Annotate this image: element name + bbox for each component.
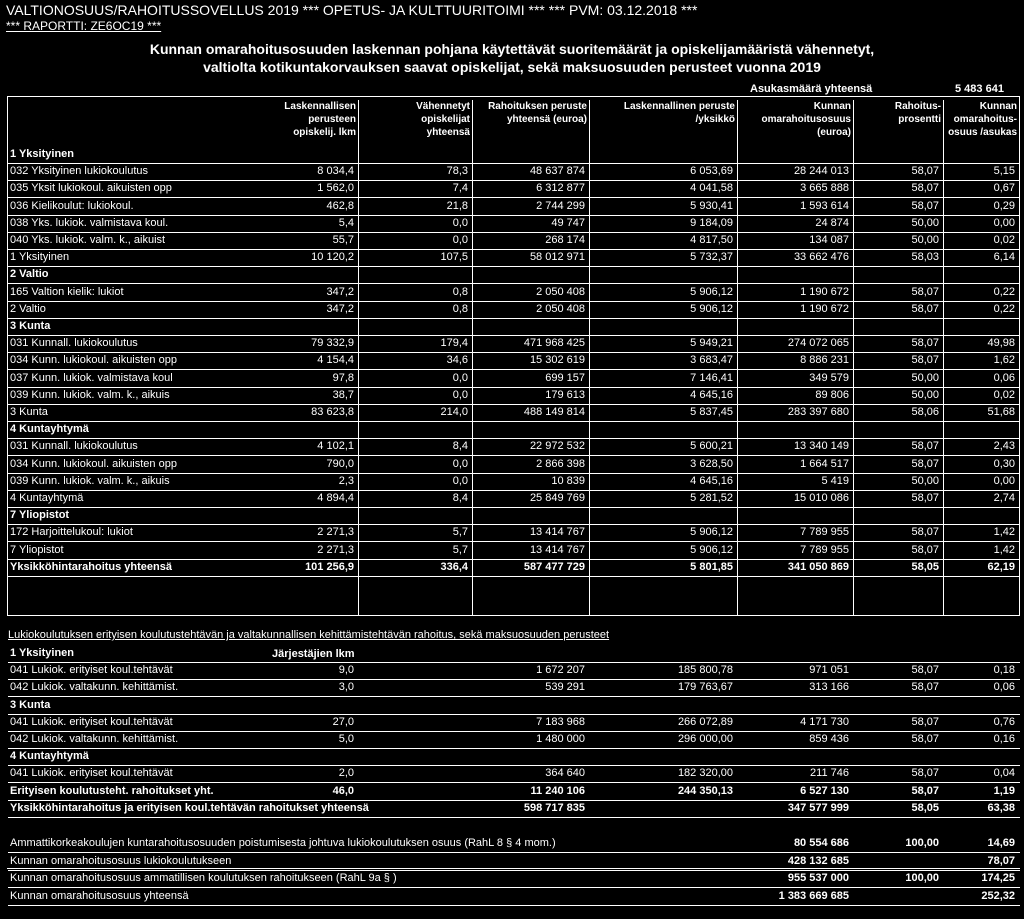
main-cell-6: 58,07	[911, 492, 939, 504]
main-cell-2: 0,8	[452, 302, 468, 315]
sec2-cell-5: 211 746	[810, 767, 849, 780]
main-cell-6: 58,07	[911, 457, 939, 470]
main-cell-4: 5 930,41	[690, 199, 733, 212]
main-cell-7: 62,19	[987, 560, 1015, 573]
main-row-label: 3 Kunta	[10, 406, 48, 418]
main-cell-4: 3 628,50	[690, 457, 733, 470]
main-row	[8, 370, 1020, 388]
main-cell-2: 34,6	[446, 354, 468, 367]
sec2-cell-1: 46,0	[332, 784, 354, 797]
footer-amount: 80 554 686	[793, 837, 849, 849]
main-cell-5: 349 579	[809, 371, 849, 384]
main-cell-1: 83 623,8	[311, 406, 354, 418]
sec2-row	[8, 800, 1020, 818]
report-title-line1: Kunnan omarahoitusosuuden laskennan pohjana käytettävät suoritemäärät ja opiskelijamääristä vähennetyt,	[149, 41, 875, 57]
main-cell-2: 179,4	[440, 337, 468, 350]
main-cell-1: 101 256,9	[305, 560, 354, 573]
main-row-label: 2 Valtio	[10, 302, 46, 315]
main-cell-7: 6,14	[993, 251, 1015, 264]
column-divider	[358, 100, 359, 616]
sec2-row-label: 3 Kunta	[10, 698, 51, 711]
main-cell-1: 5,4	[338, 216, 354, 229]
main-row	[8, 490, 1020, 508]
main-cell-5: 28 244 013	[793, 165, 849, 178]
main-cell-6: 58,07	[911, 354, 939, 367]
main-cell-4: 3 683,47	[690, 354, 733, 367]
footer-amount: 1 383 669 685	[778, 889, 849, 902]
main-cell-4: 5 949,21	[690, 337, 733, 350]
main-cell-1: 4 102,1	[317, 440, 354, 453]
sec2-row	[8, 697, 1020, 715]
main-cell-4: 6 053,69	[690, 165, 733, 178]
main-row-label: 031 Kunnall. lukiokoulutus	[10, 440, 138, 453]
main-cell-5: 8 886 231	[800, 354, 849, 367]
main-cell-5: 1 190 672	[800, 285, 849, 298]
main-cell-5: 5 419	[821, 474, 849, 487]
column-header-7: Kunnan omarahoitus- osuus /asukas	[948, 101, 1017, 138]
sec2-cell-7: 0,76	[993, 715, 1015, 728]
main-cell-1: 79 332,9	[311, 337, 354, 350]
main-cell-1: 38,7	[332, 388, 354, 401]
main-cell-3: 268 174	[545, 234, 585, 246]
main-cell-3: 25 849 769	[529, 492, 585, 504]
sec2-cell-6: 58,07	[911, 681, 939, 694]
footer-pct: 100,00	[905, 872, 939, 884]
main-cell-1: 97,8	[332, 371, 354, 384]
main-row-label: 032 Yksityinen lukiokoulutus	[10, 165, 148, 178]
main-cell-1: 8 034,4	[317, 165, 354, 178]
main-row-label: Yksikköhintarahoitus yhteensä	[10, 560, 172, 573]
main-cell-7: 2,74	[993, 492, 1015, 504]
main-row	[8, 198, 1020, 216]
main-cell-4: 4 645,16	[690, 474, 733, 487]
main-cell-1: 2 271,3	[317, 526, 354, 539]
main-row-label: 039 Kunn. lukiok. valm. k., aikuis	[10, 474, 170, 487]
main-cell-2: 0,8	[452, 285, 468, 298]
section2-count-label: Järjestäjien lkm	[272, 648, 355, 660]
sec2-cell-1: 5,0	[338, 733, 354, 745]
sec2-cell-5: 347 577 999	[787, 801, 849, 814]
sec2-row-label: 1 Yksityinen	[10, 647, 74, 659]
footer-pct: 100,00	[905, 837, 939, 849]
main-row	[8, 473, 1020, 491]
main-cell-3: 488 149 814	[523, 406, 585, 418]
main-cell-6: 50,00	[911, 234, 939, 246]
footer-row-label: Kunnan omarahoitusosuus yhteensä	[10, 889, 189, 902]
main-cell-4: 5 281,52	[690, 492, 733, 504]
main-row-label: 037 Kunn. lukiok. valmistava koul	[10, 371, 173, 384]
sec2-cell-1: 2,0	[338, 767, 354, 780]
main-cell-5: 1 593 614	[800, 199, 849, 212]
main-cell-7: 0,22	[993, 302, 1015, 315]
main-cell-7: 1,42	[993, 526, 1015, 539]
main-cell-4: 5 600,21	[690, 440, 733, 453]
main-cell-6: 58,07	[911, 285, 939, 298]
main-cell-5: 24 874	[815, 216, 849, 229]
main-row-label: 4 Kuntayhtymä	[10, 423, 89, 436]
main-row-label: 038 Yks. lukiok. valmistava koul.	[10, 216, 169, 229]
main-cell-6: 58,07	[911, 440, 939, 453]
main-cell-2: 0,0	[452, 474, 468, 487]
main-cell-1: 1 562,0	[317, 182, 354, 195]
main-cell-5: 341 050 869	[787, 560, 849, 573]
main-cell-7: 0,22	[993, 285, 1015, 298]
sec2-cell-3: 11 240 106	[530, 784, 585, 797]
main-cell-6: 58,07	[911, 526, 939, 539]
sec2-cell-3: 7 183 968	[536, 715, 585, 728]
main-cell-6: 50,00	[911, 388, 939, 401]
main-row	[8, 163, 1020, 181]
footer-per: 78,07	[987, 854, 1015, 867]
main-cell-5: 15 010 086	[793, 492, 849, 504]
main-cell-4: 9 184,09	[690, 216, 733, 229]
main-row-label: 1 Yksityinen	[10, 148, 74, 160]
main-cell-5: 89 806	[815, 388, 849, 401]
main-row	[8, 266, 1020, 284]
population-label: Asukasmäärä yhteensä	[750, 83, 873, 95]
main-cell-2: 5,7	[452, 543, 468, 556]
report-header-line1: VALTIONOSUUS/RAHOITUSSOVELLUS 2019 *** OPETUS- JA KULTTUURITOIMI *** *** PVM: 03.12.2018 ***	[6, 2, 698, 18]
sec2-cell-7: 0,16	[993, 733, 1015, 745]
sec2-cell-7: 63,38	[987, 801, 1015, 814]
sec2-cell-3: 598 717 835	[523, 801, 585, 814]
main-row	[8, 559, 1020, 577]
sec2-row-label: 042 Lukiok. valtakunn. kehittämist.	[10, 681, 179, 694]
main-cell-3: 6 312 877	[536, 182, 585, 195]
main-cell-3: 2 866 398	[536, 457, 585, 470]
main-cell-6: 58,05	[911, 560, 939, 573]
column-header-2: Vähennetyt opiskelijat yhteensä	[416, 101, 470, 138]
sec2-row	[8, 679, 1020, 697]
main-cell-5: 1 190 672	[800, 302, 849, 315]
main-cell-2: 5,7	[452, 526, 468, 539]
main-row	[8, 352, 1020, 370]
main-cell-6: 58,07	[911, 337, 939, 350]
sec2-cell-5: 313 166	[809, 681, 849, 694]
main-cell-6: 58,03	[911, 251, 939, 264]
main-row	[8, 180, 1020, 198]
main-cell-2: 8,4	[452, 440, 468, 453]
main-cell-6: 50,00	[911, 474, 939, 487]
main-row-label: 034 Kunn. lukiokoul. aikuisten opp	[10, 354, 177, 367]
sec2-row-label: 042 Lukiok. valtakunn. kehittämist.	[10, 733, 179, 745]
section2-title: Lukiokoulutuksen erityisen koulutustehtävän ja valtakunnallisen kehittämistehtävän rahoitus, sekä maksuosuuden perusteet	[8, 629, 610, 641]
sec2-cell-4: 185 800,78	[677, 664, 733, 677]
main-cell-5: 7 789 955	[800, 543, 849, 556]
main-cell-4: 5 801,85	[690, 560, 733, 573]
main-cell-7: 1,42	[993, 543, 1015, 556]
main-row-label: 039 Kunn. lukiok. valm. k., aikuis	[10, 388, 170, 401]
footer-per: 252,32	[981, 889, 1015, 902]
main-cell-2: 0,0	[452, 216, 468, 229]
main-cell-7: 0,00	[993, 474, 1015, 487]
sec2-cell-7: 1,19	[993, 784, 1015, 797]
main-cell-6: 58,07	[911, 199, 939, 212]
sec2-cell-7: 0,06	[993, 681, 1015, 694]
main-cell-7: 5,15	[993, 165, 1015, 178]
column-divider	[737, 100, 738, 616]
footer-row-label: Kunnan omarahoitusosuus lukiokoulutukseen	[10, 854, 232, 867]
main-cell-4: 5 906,12	[690, 543, 733, 556]
sec2-cell-3: 364 640	[545, 767, 585, 780]
main-cell-1: 2,3	[338, 474, 354, 487]
footer-row-label: Ammattikorkeakoulujen kuntarahoitusosuuden poistumisesta johtuva lukiokoulutuksen osuus (RahL 8 § 4 mom.)	[10, 837, 556, 849]
sec2-cell-6: 58,07	[911, 784, 939, 797]
main-cell-4: 4 645,16	[690, 388, 733, 401]
main-cell-4: 5 837,45	[690, 406, 733, 418]
main-cell-3: 49 747	[551, 216, 585, 229]
sec2-cell-3: 1 672 207	[536, 664, 585, 677]
column-header-6: Rahoitus- prosentti	[894, 101, 941, 125]
main-cell-6: 58,07	[911, 165, 939, 178]
main-row-label: 3 Kunta	[10, 320, 51, 332]
main-row	[8, 507, 1020, 525]
main-cell-6: 58,07	[911, 543, 939, 556]
main-cell-7: 1,62	[993, 354, 1015, 367]
sec2-cell-4: 296 000,00	[677, 733, 733, 745]
sec2-row-label: Erityisen koulutusteht. rahoitukset yht.	[10, 784, 214, 797]
main-cell-2: 78,3	[446, 165, 468, 178]
sec2-cell-6: 58,05	[911, 801, 939, 814]
main-row	[8, 318, 1020, 336]
main-cell-5: 274 072 065	[787, 337, 849, 350]
sec2-row-label: 041 Lukiok. erityiset koul.tehtävät	[10, 664, 173, 677]
main-row	[8, 146, 1020, 164]
main-row	[8, 387, 1020, 405]
main-row	[8, 421, 1020, 439]
main-cell-3: 2 050 408	[536, 285, 585, 298]
population-value: 5 483 641	[955, 83, 1004, 95]
main-cell-5: 283 397 680	[787, 406, 849, 418]
sec2-cell-7: 0,18	[993, 664, 1015, 677]
main-cell-3: 2 050 408	[536, 302, 585, 315]
main-cell-2: 0,0	[452, 457, 468, 470]
main-row-label: 172 Harjoittelukoul: lukiot	[10, 526, 133, 539]
main-cell-5: 33 662 476	[793, 251, 849, 264]
sec2-cell-6: 58,07	[911, 733, 939, 745]
sec2-cell-4: 182 320,00	[677, 767, 733, 780]
column-header-5: Kunnan omarahoitusosuus (euroa)	[761, 101, 851, 138]
sec2-cell-5: 6 527 130	[800, 784, 849, 797]
main-cell-7: 49,98	[987, 337, 1015, 350]
main-cell-6: 58,07	[911, 182, 939, 195]
main-row	[8, 301, 1020, 319]
main-cell-6: 58,06	[911, 406, 939, 418]
main-cell-2: 8,4	[452, 492, 468, 504]
main-cell-2: 0,0	[452, 388, 468, 401]
main-cell-2: 0,0	[452, 371, 468, 384]
sec2-cell-5: 971 051	[809, 664, 849, 677]
main-row	[8, 232, 1020, 250]
sec2-cell-4: 179 763,67	[677, 681, 733, 694]
main-row	[8, 215, 1020, 233]
main-row-label: 4 Kuntayhtymä	[10, 492, 84, 504]
main-cell-5: 1 664 517	[800, 457, 849, 470]
footer-row	[8, 835, 1020, 853]
main-cell-5: 134 087	[809, 234, 849, 246]
sec2-cell-6: 58,07	[911, 767, 939, 780]
main-cell-1: 4 154,4	[317, 354, 354, 367]
main-cell-3: 10 839	[551, 474, 585, 487]
column-divider	[589, 100, 590, 616]
sec2-cell-7: 0,04	[993, 767, 1015, 780]
main-cell-4: 4 041,58	[690, 182, 733, 195]
sec2-row	[8, 765, 1020, 783]
main-cell-2: 107,5	[440, 251, 468, 264]
main-cell-2: 21,8	[446, 199, 468, 212]
sec2-cell-4: 266 072,89	[677, 715, 733, 728]
main-cell-1: 347,2	[326, 285, 354, 298]
main-row	[8, 284, 1020, 302]
main-cell-3: 22 972 532	[529, 440, 585, 453]
main-cell-3: 13 414 767	[529, 526, 585, 539]
main-row-label: 034 Kunn. lukiokoul. aikuisten opp	[10, 457, 177, 470]
main-cell-3: 58 012 971	[529, 251, 585, 264]
main-cell-6: 50,00	[911, 216, 939, 229]
sec2-cell-6: 58,07	[911, 664, 939, 677]
main-cell-7: 51,68	[987, 406, 1015, 418]
main-cell-1: 790,0	[326, 457, 354, 470]
footer-row-label: Kunnan omarahoitusosuus ammatillisen koulutuksen rahoitukseen (RahL 9a § )	[10, 872, 397, 884]
main-row-label: 7 Yliopistot	[10, 509, 70, 522]
main-row-label: 036 Kielikoulut: lukiokoul.	[10, 199, 134, 212]
footer-amount: 428 132 685	[787, 854, 849, 867]
column-header-4: Laskennallinen peruste /yksikkö	[623, 101, 735, 125]
main-row	[8, 438, 1020, 456]
main-cell-3: 587 477 729	[523, 560, 585, 573]
column-divider	[853, 100, 854, 616]
footer-row	[8, 888, 1020, 906]
main-cell-4: 5 906,12	[690, 285, 733, 298]
main-row	[8, 524, 1020, 542]
main-cell-4: 4 817,50	[690, 234, 733, 246]
main-cell-1: 55,7	[332, 234, 354, 246]
sec2-row	[8, 783, 1020, 801]
main-cell-4: 5 906,12	[690, 302, 733, 315]
main-row	[8, 542, 1020, 560]
main-cell-5: 3 665 888	[800, 182, 849, 195]
sec2-row	[8, 645, 1020, 663]
main-cell-5: 7 789 955	[800, 526, 849, 539]
sec2-row-label: 041 Lukiok. erityiset koul.tehtävät	[10, 767, 173, 780]
sec2-cell-3: 539 291	[545, 681, 585, 694]
sec2-row-label: 4 Kuntayhtymä	[10, 750, 89, 763]
main-cell-7: 0,00	[993, 216, 1015, 229]
main-cell-7: 0,29	[993, 199, 1015, 212]
sec2-row	[8, 731, 1020, 749]
sec2-cell-5: 4 171 730	[800, 715, 849, 728]
sec2-cell-1: 9,0	[338, 664, 354, 677]
main-cell-4: 5 906,12	[690, 526, 733, 539]
main-cell-1: 462,8	[326, 199, 354, 212]
sec2-cell-5: 859 436	[809, 733, 849, 745]
main-cell-4: 5 732,37	[690, 251, 733, 264]
footer-row	[8, 853, 1020, 871]
footer-per: 174,25	[981, 872, 1015, 884]
main-cell-6: 58,07	[911, 302, 939, 315]
main-cell-7: 2,43	[993, 440, 1015, 453]
main-row	[8, 456, 1020, 474]
main-cell-3: 2 744 299	[536, 199, 585, 212]
main-row-label: 2 Valtio	[10, 268, 49, 281]
main-cell-7: 0,06	[993, 371, 1015, 384]
main-cell-2: 7,4	[452, 182, 468, 195]
main-cell-2: 0,0	[452, 234, 468, 246]
column-divider	[943, 100, 944, 616]
main-row-label: 031 Kunnall. lukiokoulutus	[10, 337, 138, 350]
main-cell-3: 13 414 767	[529, 543, 585, 556]
sec2-cell-4: 244 350,13	[677, 784, 733, 797]
main-cell-2: 336,4	[440, 560, 468, 573]
main-cell-1: 4 894,4	[317, 492, 354, 504]
column-header-3: Rahoituksen peruste yhteensä (euroa)	[488, 101, 587, 125]
sec2-row-label: Yksikköhintarahoitus ja erityisen koul.tehtävän rahoitukset yhteensä	[10, 801, 369, 814]
main-cell-3: 179 613	[545, 388, 585, 401]
main-row-label: 035 Yksit lukiokoul. aikuisten opp	[10, 182, 172, 195]
report-header-line2: *** RAPORTTI: ZE6OC19 ***	[6, 19, 162, 33]
main-cell-1: 10 120,2	[311, 251, 354, 264]
main-cell-6: 50,00	[911, 371, 939, 384]
sec2-row-label: 041 Lukiok. erityiset koul.tehtävät	[10, 715, 173, 728]
footer-per: 14,69	[987, 837, 1015, 849]
main-cell-2: 214,0	[440, 406, 468, 418]
report-title-line2: valtiolta kotikuntakorvauksen saavat opiskelijat, sekä maksuosuuden perusteet vuonna 2019	[203, 59, 821, 75]
main-row	[8, 404, 1020, 422]
sec2-cell-6: 58,07	[911, 715, 939, 728]
column-divider	[472, 100, 473, 616]
footer-amount: 955 537 000	[787, 872, 849, 884]
main-cell-7: 0,30	[993, 457, 1015, 470]
column-header-1: Laskennallisen perusteen opiskelij. lkm	[284, 101, 356, 138]
main-cell-3: 15 302 619	[529, 354, 585, 367]
sec2-cell-3: 1 480 000	[536, 733, 585, 745]
sec2-row	[8, 714, 1020, 732]
sec2-cell-1: 27,0	[332, 715, 354, 728]
main-cell-7: 0,02	[993, 234, 1015, 246]
main-cell-5: 13 340 149	[793, 440, 849, 453]
sec2-cell-1: 3,0	[338, 681, 354, 694]
main-cell-3: 699 157	[545, 371, 585, 384]
main-row	[8, 249, 1020, 267]
sec2-row	[8, 662, 1020, 680]
sec2-row	[8, 748, 1020, 766]
main-cell-4: 7 146,41	[690, 371, 733, 384]
main-row-label: 040 Yks. lukiok. valm. k., aikuist	[10, 234, 166, 246]
main-cell-3: 471 968 425	[523, 337, 585, 350]
main-row-label: 1 Yksityinen	[10, 251, 70, 264]
main-cell-3: 48 637 874	[529, 165, 585, 178]
main-row-label: 7 Yliopistot	[10, 543, 64, 556]
main-row-label: 165 Valtion kielik: lukiot	[10, 285, 124, 298]
main-cell-7: 0,67	[993, 182, 1015, 195]
main-cell-1: 2 271,3	[317, 543, 354, 556]
main-cell-1: 347,2	[326, 302, 354, 315]
main-row	[8, 335, 1020, 353]
footer-row	[8, 870, 1020, 888]
main-cell-7: 0,02	[993, 388, 1015, 401]
